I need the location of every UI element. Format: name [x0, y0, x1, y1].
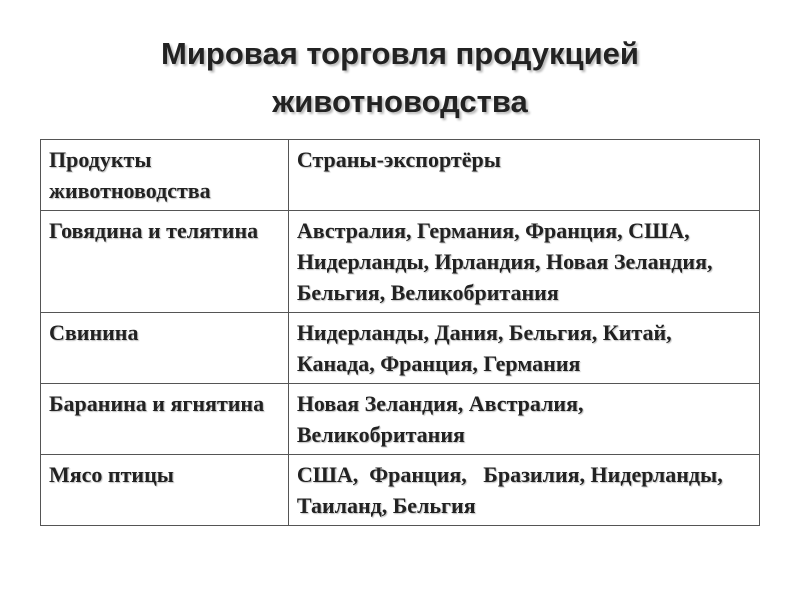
title-line-2: животноводства — [272, 84, 528, 119]
product-cell: Мясо птицы — [41, 455, 289, 526]
product-cell: Говядина и телятина — [41, 211, 289, 313]
title-line-1: Мировая торговля продукцией — [161, 36, 639, 71]
product-cell: Баранина и ягнятина — [41, 384, 289, 455]
countries-cell: США, Франция, Бразилия, Нидерланды, Таиланд, Бельгия — [288, 455, 759, 526]
header-products: Продукты животноводства — [41, 140, 289, 211]
slide-title — [0, 30, 800, 126]
table-row — [41, 211, 760, 313]
table-row — [41, 455, 760, 526]
countries-cell: Австралия, Германия, Франция, США, Нидерланды, Ирландия, Новая Зеландия, Бельгия, Великобритания — [288, 211, 759, 313]
table-header-row — [41, 140, 760, 211]
product-cell: Свинина — [41, 313, 289, 384]
countries-cell: Нидерланды, Дания, Бельгия, Китай, Канада, Франция, Германия — [288, 313, 759, 384]
table-row — [41, 384, 760, 455]
table-row — [41, 313, 760, 384]
header-exporters: Страны-экспортёры — [288, 140, 759, 211]
countries-cell: Новая Зеландия, Австралия, Великобритания — [288, 384, 759, 455]
exports-table — [40, 139, 760, 526]
